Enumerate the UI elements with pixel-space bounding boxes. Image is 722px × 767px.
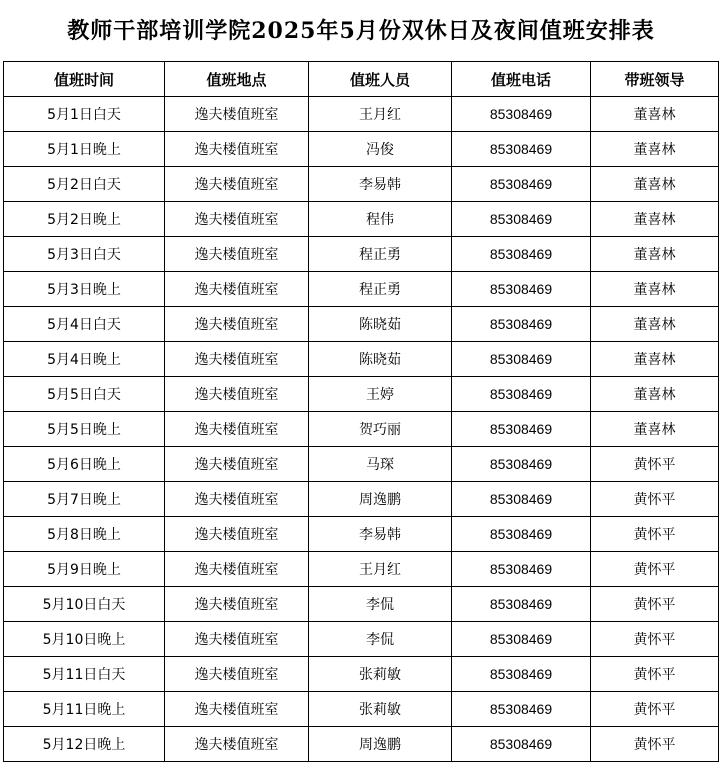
cell-duty-leader: 董喜林 <box>591 412 719 447</box>
table-row <box>4 307 719 342</box>
cell-duty-person: 贺巧丽 <box>309 412 452 447</box>
cell-duty-phone: 85308469 <box>452 517 591 552</box>
cell-duty-person: 程正勇 <box>309 237 452 272</box>
cell-duty-leader: 董喜林 <box>591 342 719 377</box>
cell-duty-phone: 85308469 <box>452 132 591 167</box>
cell-duty-phone: 85308469 <box>452 272 591 307</box>
cell-duty-person: 王月红 <box>309 552 452 587</box>
header-duty-phone: 值班电话 <box>452 62 591 97</box>
page-title: 教师干部培训学院2025年5月份双休日及夜间值班安排表 <box>67 18 655 44</box>
cell-duty-leader: 董喜林 <box>591 377 719 412</box>
cell-duty-time: 5月8日晚上 <box>4 517 165 552</box>
cell-duty-time: 5月11日白天 <box>4 657 165 692</box>
cell-duty-phone: 85308469 <box>452 412 591 447</box>
cell-duty-phone: 85308469 <box>452 657 591 692</box>
table-row <box>4 237 719 272</box>
cell-duty-time: 5月2日晚上 <box>4 202 165 237</box>
table-row <box>4 517 719 552</box>
table-row <box>4 97 719 132</box>
cell-duty-leader: 董喜林 <box>591 132 719 167</box>
table-row <box>4 692 719 727</box>
cell-duty-leader: 董喜林 <box>591 272 719 307</box>
cell-duty-person: 李易韩 <box>309 167 452 202</box>
cell-duty-leader: 董喜林 <box>591 97 719 132</box>
cell-duty-time: 5月12日晚上 <box>4 727 165 762</box>
cell-duty-person: 程正勇 <box>309 272 452 307</box>
cell-duty-time: 5月11日晚上 <box>4 692 165 727</box>
table-row <box>4 622 719 657</box>
cell-duty-leader: 董喜林 <box>591 202 719 237</box>
cell-duty-phone: 85308469 <box>452 552 591 587</box>
cell-duty-place: 逸夫楼值班室 <box>165 657 309 692</box>
cell-duty-place: 逸夫楼值班室 <box>165 587 309 622</box>
cell-duty-leader: 黄怀平 <box>591 587 719 622</box>
cell-duty-time: 5月7日晚上 <box>4 482 165 517</box>
cell-duty-person: 王婷 <box>309 377 452 412</box>
table-row <box>4 482 719 517</box>
cell-duty-phone: 85308469 <box>452 692 591 727</box>
table-body <box>4 97 719 762</box>
cell-duty-leader: 董喜林 <box>591 307 719 342</box>
cell-duty-time: 5月10日白天 <box>4 587 165 622</box>
table-row <box>4 132 719 167</box>
cell-duty-place: 逸夫楼值班室 <box>165 342 309 377</box>
cell-duty-phone: 85308469 <box>452 727 591 762</box>
table-row <box>4 412 719 447</box>
cell-duty-place: 逸夫楼值班室 <box>165 377 309 412</box>
cell-duty-place: 逸夫楼值班室 <box>165 307 309 342</box>
cell-duty-phone: 85308469 <box>452 97 591 132</box>
cell-duty-place: 逸夫楼值班室 <box>165 447 309 482</box>
table-row <box>4 342 719 377</box>
cell-duty-person: 陈晓茹 <box>309 307 452 342</box>
cell-duty-place: 逸夫楼值班室 <box>165 202 309 237</box>
duty-schedule-table <box>3 61 719 762</box>
cell-duty-time: 5月1日晚上 <box>4 132 165 167</box>
cell-duty-phone: 85308469 <box>452 202 591 237</box>
cell-duty-time: 5月1日白天 <box>4 97 165 132</box>
cell-duty-phone: 85308469 <box>452 447 591 482</box>
cell-duty-time: 5月5日白天 <box>4 377 165 412</box>
table-row <box>4 377 719 412</box>
cell-duty-leader: 黄怀平 <box>591 447 719 482</box>
cell-duty-place: 逸夫楼值班室 <box>165 272 309 307</box>
cell-duty-person: 马琛 <box>309 447 452 482</box>
cell-duty-phone: 85308469 <box>452 377 591 412</box>
cell-duty-leader: 董喜林 <box>591 167 719 202</box>
cell-duty-person: 李易韩 <box>309 517 452 552</box>
cell-duty-person: 程伟 <box>309 202 452 237</box>
cell-duty-leader: 黄怀平 <box>591 657 719 692</box>
cell-duty-person: 李侃 <box>309 587 452 622</box>
table-row <box>4 657 719 692</box>
cell-duty-phone: 85308469 <box>452 307 591 342</box>
cell-duty-time: 5月2日白天 <box>4 167 165 202</box>
cell-duty-person: 周逸鹏 <box>309 482 452 517</box>
table-row <box>4 552 719 587</box>
cell-duty-phone: 85308469 <box>452 587 591 622</box>
cell-duty-leader: 黄怀平 <box>591 622 719 657</box>
cell-duty-place: 逸夫楼值班室 <box>165 552 309 587</box>
header-duty-time: 值班时间 <box>4 62 165 97</box>
cell-duty-time: 5月3日白天 <box>4 237 165 272</box>
table-row <box>4 447 719 482</box>
table-header-row <box>4 62 719 97</box>
cell-duty-phone: 85308469 <box>452 482 591 517</box>
cell-duty-place: 逸夫楼值班室 <box>165 132 309 167</box>
cell-duty-place: 逸夫楼值班室 <box>165 237 309 272</box>
table-row <box>4 202 719 237</box>
cell-duty-phone: 85308469 <box>452 342 591 377</box>
cell-duty-place: 逸夫楼值班室 <box>165 727 309 762</box>
cell-duty-place: 逸夫楼值班室 <box>165 482 309 517</box>
cell-duty-place: 逸夫楼值班室 <box>165 517 309 552</box>
header-duty-place: 值班地点 <box>165 62 309 97</box>
cell-duty-phone: 85308469 <box>452 167 591 202</box>
cell-duty-place: 逸夫楼值班室 <box>165 622 309 657</box>
cell-duty-time: 5月5日晚上 <box>4 412 165 447</box>
cell-duty-time: 5月4日晚上 <box>4 342 165 377</box>
cell-duty-leader: 黄怀平 <box>591 482 719 517</box>
cell-duty-person: 张莉敏 <box>309 692 452 727</box>
cell-duty-place: 逸夫楼值班室 <box>165 692 309 727</box>
cell-duty-person: 李侃 <box>309 622 452 657</box>
header-duty-person: 值班人员 <box>309 62 452 97</box>
cell-duty-leader: 黄怀平 <box>591 692 719 727</box>
cell-duty-person: 张莉敏 <box>309 657 452 692</box>
table-row <box>4 167 719 202</box>
cell-duty-leader: 董喜林 <box>591 237 719 272</box>
header-duty-leader: 带班领导 <box>591 62 719 97</box>
table-row <box>4 272 719 307</box>
cell-duty-leader: 黄怀平 <box>591 727 719 762</box>
cell-duty-time: 5月10日晚上 <box>4 622 165 657</box>
cell-duty-time: 5月3日晚上 <box>4 272 165 307</box>
cell-duty-person: 陈晓茹 <box>309 342 452 377</box>
cell-duty-person: 冯俊 <box>309 132 452 167</box>
cell-duty-phone: 85308469 <box>452 237 591 272</box>
cell-duty-leader: 黄怀平 <box>591 517 719 552</box>
cell-duty-time: 5月9日晚上 <box>4 552 165 587</box>
cell-duty-phone: 85308469 <box>452 622 591 657</box>
table-row <box>4 727 719 762</box>
cell-duty-place: 逸夫楼值班室 <box>165 167 309 202</box>
cell-duty-person: 王月红 <box>309 97 452 132</box>
cell-duty-time: 5月6日晚上 <box>4 447 165 482</box>
cell-duty-place: 逸夫楼值班室 <box>165 412 309 447</box>
cell-duty-person: 周逸鹏 <box>309 727 452 762</box>
cell-duty-time: 5月4日白天 <box>4 307 165 342</box>
table-row <box>4 587 719 622</box>
cell-duty-leader: 黄怀平 <box>591 552 719 587</box>
cell-duty-place: 逸夫楼值班室 <box>165 97 309 132</box>
